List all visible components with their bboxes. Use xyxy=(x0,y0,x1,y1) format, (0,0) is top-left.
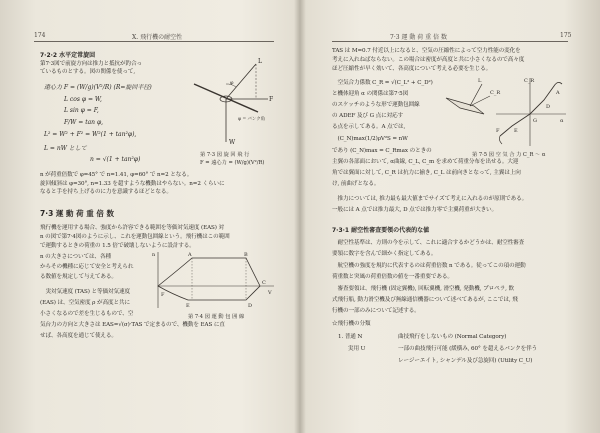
equation-centrifugal: 遠心力 F = (W/g)(V²/R) (R=旋回半径) xyxy=(44,84,152,91)
paragraph-line: 角では翼面に対して, C_R は抗力に揃き, C_L は前向きとなって, 主翼は上向 xyxy=(332,170,521,176)
paragraph-line: (EAS) は、空気密度 ρ が高度と共に xyxy=(40,300,130,306)
fig74-label-E: E xyxy=(186,303,190,309)
fig73-label-F: F xyxy=(269,96,274,103)
paragraph-line: 要領に数字を含んで細かく指定してある。 xyxy=(332,251,437,257)
paragraph-line: 審査要領は、飛行機 (固定翼機), 回転翼機, 滑空機, 発動機, プロペラ, 飲 xyxy=(332,286,514,292)
fig75-label-F: F xyxy=(496,128,500,134)
paragraph-line: 旋回傾斜は φ=30°, n=1.33 を超すような機動はやらない。n=2 くらいに xyxy=(40,181,225,187)
page-number-right: 175 xyxy=(560,32,572,39)
list-heading: ☆飛行機の分類 xyxy=(332,321,371,327)
fig75-label-A: A xyxy=(556,90,560,96)
category-text: レージーエイト, シャンデル及び急旋回) (Utility C_U) xyxy=(398,358,533,364)
fig74-label-C: C xyxy=(262,280,266,286)
section-heading-7-2-2: 7·2·2 水平定常旋回 xyxy=(40,52,96,59)
fig75-label-D: D xyxy=(546,104,551,110)
figure-7-3-subcaption: F = 遠心力 = (W/g)(V²/R) xyxy=(200,160,265,166)
paragraph-line: 気台力の方向と大きさは EAS=√(σ)·TAS で定まるので、機動を EAS に直 xyxy=(40,322,225,328)
paragraph-line: n の図で第7·4図のように示し、これを運動包囲線という。飛行機はこの範囲 xyxy=(40,234,230,240)
fig74-label-D: D xyxy=(248,303,253,309)
paragraph-line: n の大きさについては、各種 xyxy=(40,254,111,260)
fig75-label-CR: C_R xyxy=(524,78,535,84)
page-number-left: 174 xyxy=(34,32,46,39)
fig75-label-L: L xyxy=(478,78,482,84)
paragraph-line: ているものとする。図の関係を使って, xyxy=(40,69,136,75)
paragraph-line: る点を示してある。A 点では, xyxy=(332,124,406,130)
figure-7-4-caption: 第 7·4 図 運 動 包 囲 線 xyxy=(188,314,245,320)
category-label: 実用 U xyxy=(348,346,366,352)
paragraph-line: であり (C_N)max = C_Rmax のときの xyxy=(332,148,432,154)
paragraph-line: 主翼の各部面において, α曲線, C_L, C_m を求めて荷重分布を出せる。大迎 xyxy=(332,159,519,165)
fig75-label-E: E xyxy=(514,128,518,134)
figure-7-3-turn-diagram xyxy=(186,54,276,149)
equation: L = nW として xyxy=(44,145,87,152)
paragraph-line: 式飛行船, 動力滑空機及び無線通信機器について述べてあるが, ここでは, 飛 xyxy=(332,297,518,303)
paragraph-line: 飛行機を運用する場合、強度から許容できる範囲を等価対気速度 (EAS) 対 xyxy=(40,225,224,231)
equation: L² = W² + F² = W²(1 + tan²φ), xyxy=(44,131,137,138)
running-header-left: Ⅹ. 飛行機の耐空性 xyxy=(132,34,183,41)
fig75-label-G: G xyxy=(533,118,537,124)
paragraph-line: 耐空性基準は、方則の今を示して、これに適合するかどうかは、耐空性審査 xyxy=(332,240,525,246)
fig73-label-phi: φ xyxy=(230,80,234,86)
equation-load-factor: n = √(1 + tan²φ) xyxy=(90,156,141,163)
fig73-label-bank: φ = バンク角 xyxy=(238,117,266,122)
paragraph-line: からその機種に応じて安全と考えられ xyxy=(40,264,134,270)
figure-7-3-caption: 第 7·3 図 旋 回 飛 行 xyxy=(200,152,250,158)
right-page xyxy=(302,0,600,433)
paragraph-line: ほど圧縮性が早く効いて、各高度について考える必要を生じる。 xyxy=(332,66,492,72)
header-rule-left xyxy=(34,41,274,42)
equation: L sin φ = F, xyxy=(64,107,99,114)
paragraph-line: 推力については, 推力最も最大値までサイズて考えに入れるのが原則である。 xyxy=(332,196,528,202)
fig74-label-v: V xyxy=(268,290,272,296)
paragraph-line: 荷重数と突風の荷重倍数の値を一番重要である。 xyxy=(332,274,453,280)
figure-7-5-cr-alpha xyxy=(440,74,570,148)
fig73-label-W: W xyxy=(229,139,236,146)
paragraph-line: TAS は M=0.7 付近以上になると、空気の圧縮性によって空力性能の変化を xyxy=(332,48,521,54)
paragraph-line: 小さくなるので差を生じるもので、空 xyxy=(40,311,134,317)
running-header-right: 7·3 運 動 荷 重 倍 数 xyxy=(390,34,447,41)
paragraph-line: 考えに入れねばならない。この場合は密度が高度と共に小さくなるので高々度 xyxy=(332,57,525,63)
paragraph-line: 第7·3図で前旋方向は推力と抵抗が釣合っ xyxy=(40,61,142,67)
section-heading-7-3-1: 7·3·1 耐空性審査要領の代表的な値 xyxy=(332,227,430,234)
category-text: 一部の曲技飛行可能 (緩横み, 60° を超えるバンクを伴う xyxy=(398,346,538,352)
fig74-label-n: n xyxy=(152,252,156,258)
section-heading-7-3: 7·3 運 動 荷 重 倍 数 xyxy=(40,209,114,218)
paragraph-line: (C_N)max(1/2)ρV²S = nW xyxy=(332,136,408,142)
paragraph-line: 一般には A 点では推力最大, D 点では推力零で主翼荷重が大きい。 xyxy=(332,207,498,213)
header-rule-right xyxy=(332,41,568,42)
paragraph-line: る数値を規定して与えてある。 xyxy=(40,274,117,280)
paragraph-line: n が荷重倍数で φ=45° で n=1.41, φ=60° で n=2 となる。 xyxy=(40,172,193,178)
category-text: 曲技飛行をしないもの (Normal Category) xyxy=(398,334,507,340)
paragraph-line: せば、各高度を通じて使える。 xyxy=(40,333,117,339)
paragraph-line: なると手を持ち上げるのに力を意識するほどとなる。 xyxy=(40,189,172,195)
left-page xyxy=(0,0,298,433)
equation: L cos φ = W, xyxy=(64,96,102,103)
figure-7-4-envelope xyxy=(148,248,278,312)
paragraph-line: で運動するときの荷重の 1.5 倍で破壊しないように設計する。 xyxy=(40,243,195,249)
figure-7-5-caption: 第 7·5 図 空 気 合 力 C_R ～ α xyxy=(472,152,546,158)
category-label: 1. 普通 N xyxy=(338,334,363,340)
paragraph-line: 空気合力係数 C_R = √(C_L² + C_D²) xyxy=(332,80,433,86)
paragraph-line: の ADEF 及び G 点に対応す xyxy=(332,113,404,119)
fig73-label-L: L xyxy=(258,58,262,65)
fig75-label-alpha: α xyxy=(560,118,564,124)
paragraph-line: 実対気速度 (TAS) と等価対気速度 xyxy=(40,289,130,295)
paragraph-line: け, 前曲げとなる。 xyxy=(332,181,380,187)
equation: F/W = tan φ, xyxy=(64,119,104,126)
fig74-label-A: A xyxy=(188,252,192,258)
fig74-label-F: F xyxy=(161,292,165,298)
paragraph-line: 航空機の強度を規約に代表するのは荷重倍数 n である。従ってこの項の運動 xyxy=(332,263,526,269)
paragraph-line: のスケッチのような形で運動包囲線 xyxy=(332,102,420,108)
paragraph-line: と機体迎角 α の関係は第7·5図 xyxy=(332,91,409,97)
fig75-label-CR-vector: C_R xyxy=(490,90,501,96)
fig74-label-B: B xyxy=(244,252,248,258)
paragraph-line: 行機の一部のみについて記述する。 xyxy=(332,308,420,314)
